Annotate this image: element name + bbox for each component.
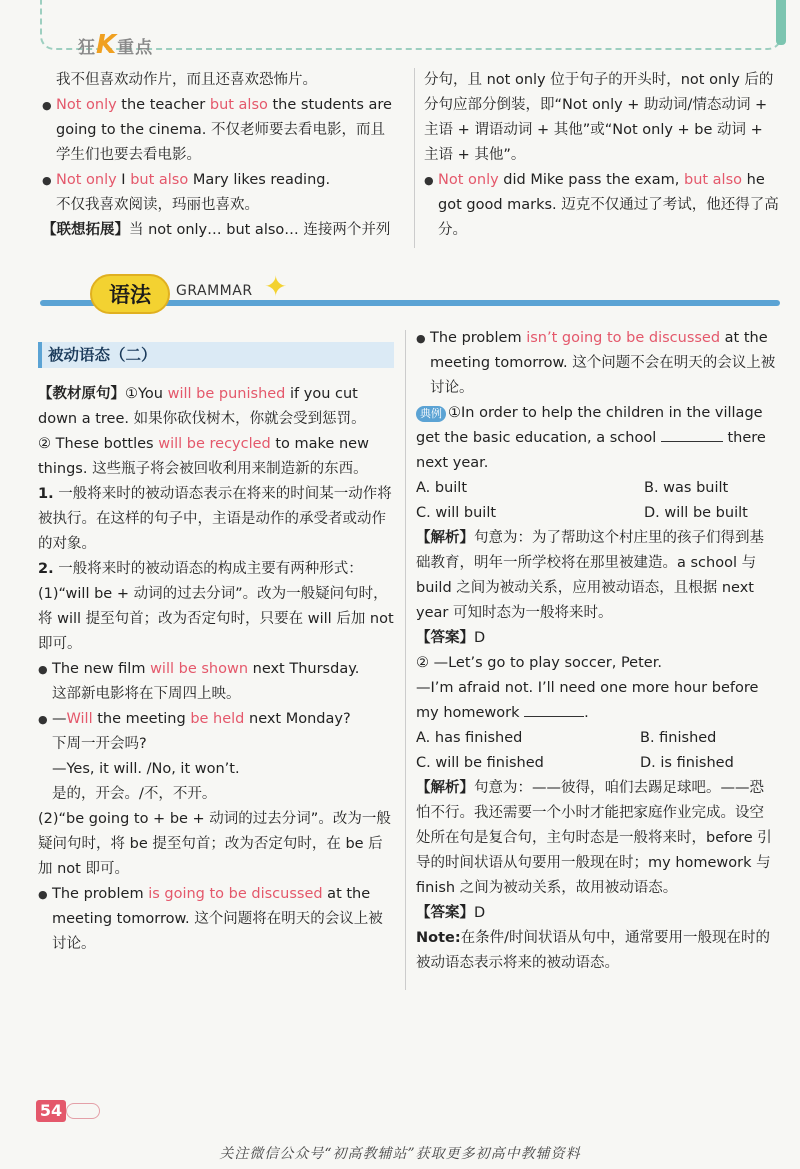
example-sentence: ● —Will the meeting be held next Monday? — [38, 707, 396, 732]
left-column — [38, 382, 396, 957]
rule-paragraph: 1. 一般将来时的被动语态表示在将来的时间某一动作将被执行。在这样的句子中，主语是动作的承受者或动作的对象。 — [38, 486, 392, 552]
section-title: 被动语态（二） — [38, 342, 394, 368]
top-right-column — [424, 68, 780, 243]
rule-paragraph: 2. 一般将来时的被动语态的构成主要有两种形式： — [38, 561, 363, 577]
option: D. will be built — [644, 505, 748, 521]
column-divider — [414, 68, 415, 248]
page-number: 54 — [36, 1100, 66, 1122]
note: Note:在条件/时间状语从句中，通常要用一般现在时的被动语态表示将来的被动语态。 — [416, 930, 771, 971]
top-left-column — [42, 68, 398, 243]
answer-blank — [524, 703, 584, 717]
options-row — [416, 501, 778, 526]
page-number-decoration — [66, 1103, 100, 1119]
logo: 狂K重点 — [78, 30, 154, 60]
example-sentence: ● Not only the teacher but also the students are going to the cinema. 不仅老师要去看电影，而且学生们也要去看电影。 — [42, 93, 398, 168]
example-sentence: ● Not only I but also Mary likes reading. — [42, 168, 398, 193]
text-line: 我不但喜欢动作片，而且还喜欢恐怖片。 — [56, 72, 317, 88]
extension-note: 【联想拓展】当 not only… but also… 连接两个并列 — [42, 222, 391, 238]
options-row — [416, 751, 778, 776]
footer-text: 关注微信公众号“初高教辅站”获取更多初高中教辅资料 — [219, 1146, 581, 1162]
column-divider — [405, 330, 406, 990]
option: C. will built — [416, 505, 497, 521]
analysis: 【解析】句意为：为了帮助这个村庄里的孩子们得到基础教育，明年一所学校将在那里被建造。a school 与 build 之间为被动关系，应用被动语态，且根据 next year 可知时态为一般将来时。 — [416, 530, 764, 621]
option: B. finished — [640, 730, 717, 746]
source-sentence: ② These bottles will be recycled to make new things. 这些瓶子将会被回收利用来制造新的东西。 — [38, 436, 369, 477]
answer: 【答案】D — [416, 905, 486, 921]
question-2-line: —I’m afraid not. I’ll need one more hour before my homework . — [416, 680, 759, 721]
right-column — [416, 326, 778, 976]
options-row — [416, 476, 778, 501]
grammar-heading-en: GRAMMAR — [176, 283, 253, 299]
example-translation: 不仅我喜欢阅读，玛丽也喜欢。 — [56, 197, 259, 213]
option: D. is finished — [640, 755, 734, 771]
option: C. will be finished — [416, 755, 544, 771]
example-answer: —Yes, it will. /No, it won’t. — [52, 761, 240, 777]
question-1: 典例 ①In order to help the children in the village get the basic education, a school there next year. — [416, 405, 766, 471]
example-translation: 是的，开会。/不，不开。 — [52, 786, 217, 802]
example-tag: 典例 — [416, 406, 446, 422]
option: A. has finished — [416, 730, 523, 746]
answer: 【答案】D — [416, 630, 486, 646]
example-translation: 下周一开会吗? — [52, 736, 147, 752]
example-sentence: ● The new film will be shown next Thursday. — [38, 657, 396, 682]
rule-paragraph: (2)“be going to + be + 动词的过去分词”。改为一般疑问句时，将 be 提至句首；改为否定句时，在 be 后加 not 即可。 — [38, 811, 391, 877]
question-2: ② —Let’s go to play soccer, Peter. — [416, 655, 662, 671]
analysis: 【解析】句意为：——彼得，咱们去踢足球吧。——恐怕不行。我还需要一个小时才能把家庭作业完成。设空处所在句是复合句，主句时态是一般将来时，before 引导的时间状语从句要用一般现在时；my homework 与 finish 之间为被动关系，故用被动语态。 — [416, 780, 772, 896]
example-translation: 这部新电影将在下周四上映。 — [52, 686, 241, 702]
example-sentence: ● The problem isn’t going to be discussed at the meeting tomorrow. 这个问题不会在明天的会议上被讨论。 — [416, 326, 778, 401]
example-sentence: ● Not only did Mike pass the exam, but also he got good marks. 迈克不仅通过了考试，他还得了高分。 — [424, 168, 780, 243]
text-paragraph: 分句，且 not only 位于句子的开头时，not only 后的分句应部分倒装，即“Not only + 助动词/情态动词 + 主语 + 谓语动词 + 其他”或“Not only + be 动词 + 主语 + 其他”。 — [424, 72, 774, 163]
options-row — [416, 726, 778, 751]
answer-blank — [661, 428, 723, 442]
option: A. built — [416, 480, 468, 496]
example-sentence: ● The problem is going to be discussed at the meeting tomorrow. 这个问题将在明天的会议上被讨论。 — [38, 882, 396, 957]
runner-icon: ✦ — [264, 270, 288, 303]
option: B. was built — [644, 480, 729, 496]
grammar-badge: 语法 — [90, 274, 170, 314]
rule-paragraph: (1)“will be + 动词的过去分词”。改为一般疑问句时，将 will 提至句首；改为否定句时，只要在 will 后加 not 即可。 — [38, 586, 394, 652]
source-sentence: 【教材原句】①You will be punished if you cut down a tree. 如果你砍伐树木，你就会受到惩罚。 — [38, 386, 366, 427]
header-accent-bar — [776, 0, 786, 45]
